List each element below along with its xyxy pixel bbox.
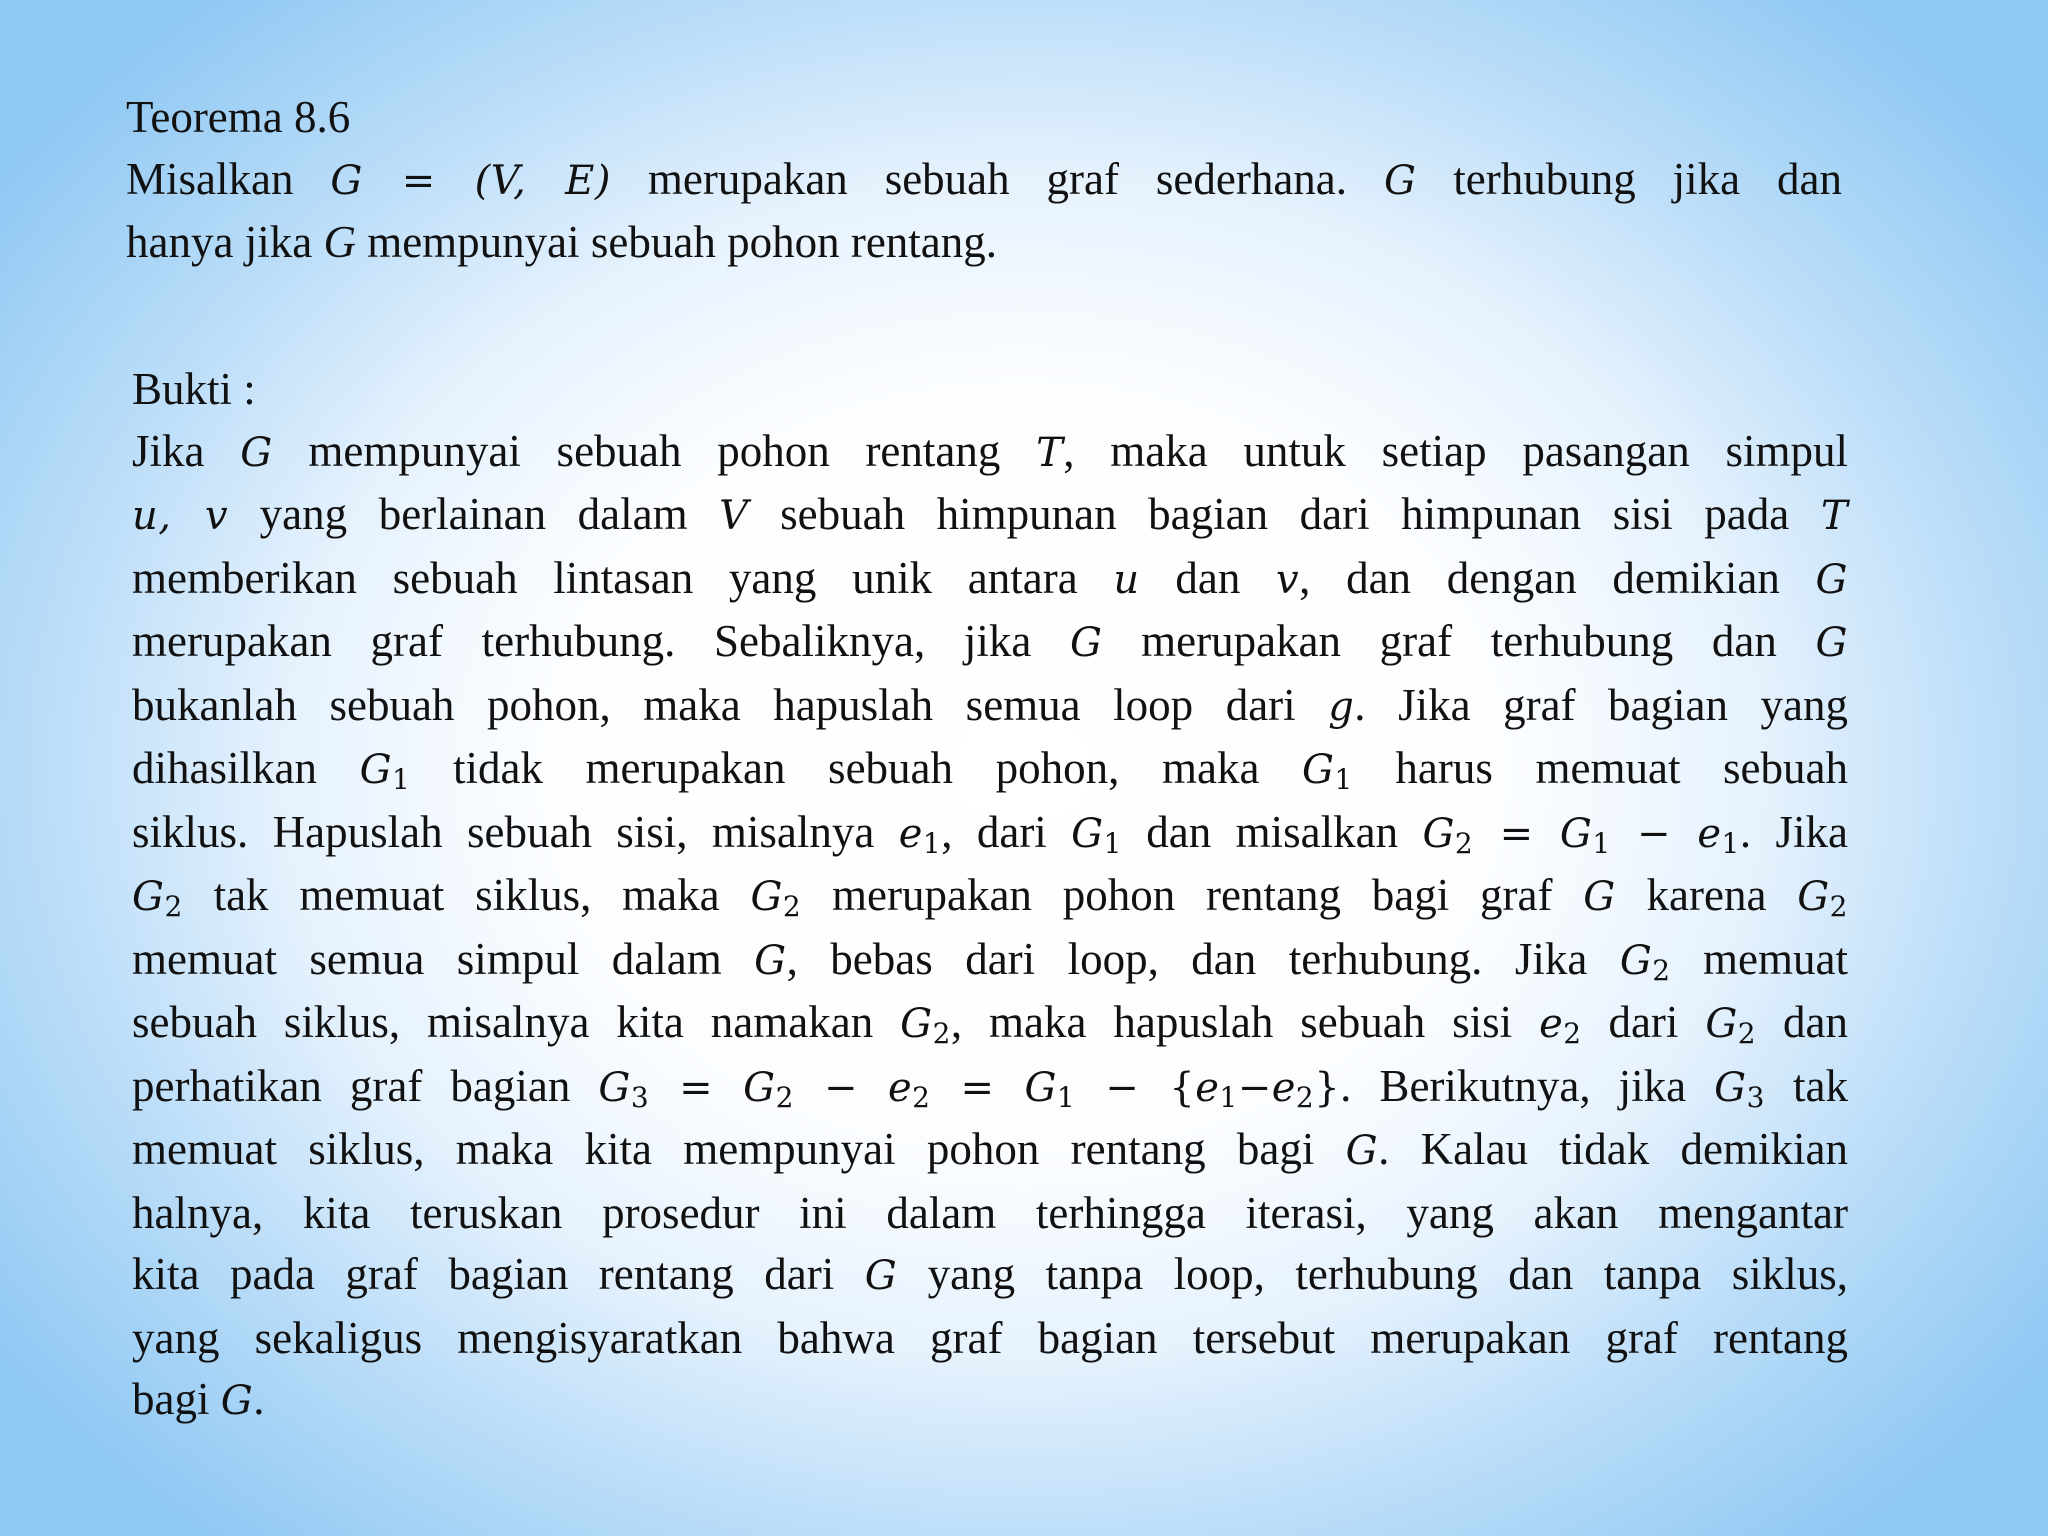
math-variable: $G_3$ <box>1714 1064 1765 1114</box>
math-operator: = <box>930 1064 1025 1111</box>
math-operator: − <box>1610 810 1698 857</box>
math-variable: V <box>719 493 749 539</box>
text-line: perhatikan graf bagian $G_3 = G_2 - e_2 = G_1 - \{e_1-e_2\}$. Berikutnya, jika $G_3$ tak <box>132 1060 1848 1114</box>
math-variable: $G_2$ <box>1422 810 1474 860</box>
math-operator: − { <box>1075 1064 1196 1111</box>
theorem-title: Teorema 8.6 <box>126 92 351 142</box>
math-variable: $G_3$ <box>598 1064 650 1114</box>
math-variable: $G_2$ <box>1619 937 1671 987</box>
text-line: siklus. Hapuslah sebuah sisi, misalnya $e_1$, dari $G_1$ dan misalkan $G_2 = G_1 - e_1$. Jika <box>132 806 1848 860</box>
text-line: $G_2$ tak memuat siklus, maka $G_2$ merupakan pohon rentang bagi graf G karena $G_2$ <box>132 870 1848 923</box>
theorem-block <box>126 87 1842 274</box>
math-variable: G = (V, E) <box>330 157 611 204</box>
math-variable: $G_1$ <box>1302 747 1353 796</box>
text-line: u, v yang berlainan dalam V sebuah himpunan bagian dari himpunan sisi pada T <box>132 489 1848 539</box>
math-variable: $G_2$ <box>1705 1001 1757 1050</box>
italic-variable: G <box>323 217 356 267</box>
math-variable: $G_2$ <box>132 874 183 923</box>
math-variable: $G_1$ <box>1071 810 1122 860</box>
math-variable: u <box>1113 556 1140 603</box>
text-line: dihasilkan $G_1$ tidak merupakan sebuah pohon, maka $G_1$ harus memuat sebuah <box>132 743 1849 796</box>
math-operator: = <box>1473 810 1560 857</box>
math-variable: $G_2$ <box>750 874 802 923</box>
math-variable: G <box>1345 1128 1379 1174</box>
math-variable: $G_1$ <box>1559 810 1611 860</box>
math-variable: $e_1$ <box>898 810 942 860</box>
text-line: kita pada graf bagian rentang dari G yang tanpa loop, terhubung dan tanpa siklus, <box>132 1249 1848 1299</box>
math-variable: $e_1$ <box>1697 810 1740 860</box>
text-line: bagi G. <box>132 1374 265 1424</box>
text-line: memuat siklus, maka kita mempunyai pohon rentang bagi G. Kalau tidak demikian <box>132 1124 1848 1174</box>
theorem-statement <box>126 149 1842 274</box>
math-variable: g <box>1328 683 1355 730</box>
text-line: memuat semua simpul dalam G, bebas dari loop, dan terhubung. Jika $G_2$ memuat <box>132 933 1848 987</box>
math-variable: u, v <box>132 493 229 539</box>
text-line: Jika G mempunyai sebuah pohon rentang T, maka untuk setiap pasangan simpul <box>132 425 1848 476</box>
text-line: bukanlah sebuah pohon, maka hapuslah semua loop dari g. Jika graf bagian yang <box>132 679 1848 730</box>
proof-block <box>132 359 1848 1433</box>
math-variable: $e_1$ <box>1195 1064 1238 1114</box>
text-line: merupakan graf terhubung. Sebaliknya, jika G merupakan graf terhubung dan G <box>132 616 1848 666</box>
math-operator: − <box>1237 1064 1272 1111</box>
math-variable: $G_2$ <box>743 1064 794 1114</box>
math-variable: G <box>1815 556 1848 603</box>
text-line: hanya jika G mempunyai sebuah pohon rentang. <box>126 217 998 267</box>
math-variable: $e_2$ <box>887 1064 931 1114</box>
math-variable: $e_2$ <box>1539 1001 1582 1050</box>
math-variable: $G_2$ <box>900 1001 951 1050</box>
text-line: Misalkan G = (V, E) merupakan sebuah graf sederhana. G terhubung jika dan <box>126 153 1843 204</box>
proof-heading: Bukti : <box>132 364 256 414</box>
math-operator: } <box>1314 1064 1341 1111</box>
math-variable: G <box>1583 874 1616 920</box>
math-variable: $G_2$ <box>1797 874 1848 923</box>
math-variable: T <box>1036 429 1064 476</box>
text-line: halnya, kita teruskan prosedur ini dalam terhingga iterasi, yang akan mengantar <box>132 1187 1848 1238</box>
math-variable: $G_1$ <box>359 747 411 796</box>
math-variable: v <box>1276 556 1300 603</box>
math-variable: G <box>240 429 273 476</box>
text-line: sebuah siklus, misalnya kita namakan $G_2$, maka hapuslah sebuah sisi $e_2$ dari $G_2$ dan <box>132 997 1848 1050</box>
math-variable: G <box>754 937 787 984</box>
math-operator: − <box>793 1064 888 1111</box>
text-line: memberikan sebuah lintasan yang unik antara u dan v, dan dengan demikian G <box>132 552 1848 603</box>
math-variable: G <box>1815 620 1848 666</box>
math-operator: = <box>649 1064 744 1111</box>
proof-body <box>132 421 1848 1433</box>
math-variable: G <box>220 1378 254 1424</box>
math-variable: T <box>1820 493 1848 539</box>
math-variable: G <box>864 1253 898 1299</box>
math-variable: $e_2$ <box>1271 1064 1315 1114</box>
math-variable: $G_1$ <box>1024 1064 1076 1114</box>
math-variable: G <box>1070 620 1103 666</box>
math-variable: G <box>1383 157 1417 204</box>
text-line: yang sekaligus mengisyaratkan bahwa graf bagian tersebut merupakan graf rentang <box>132 1312 1848 1363</box>
